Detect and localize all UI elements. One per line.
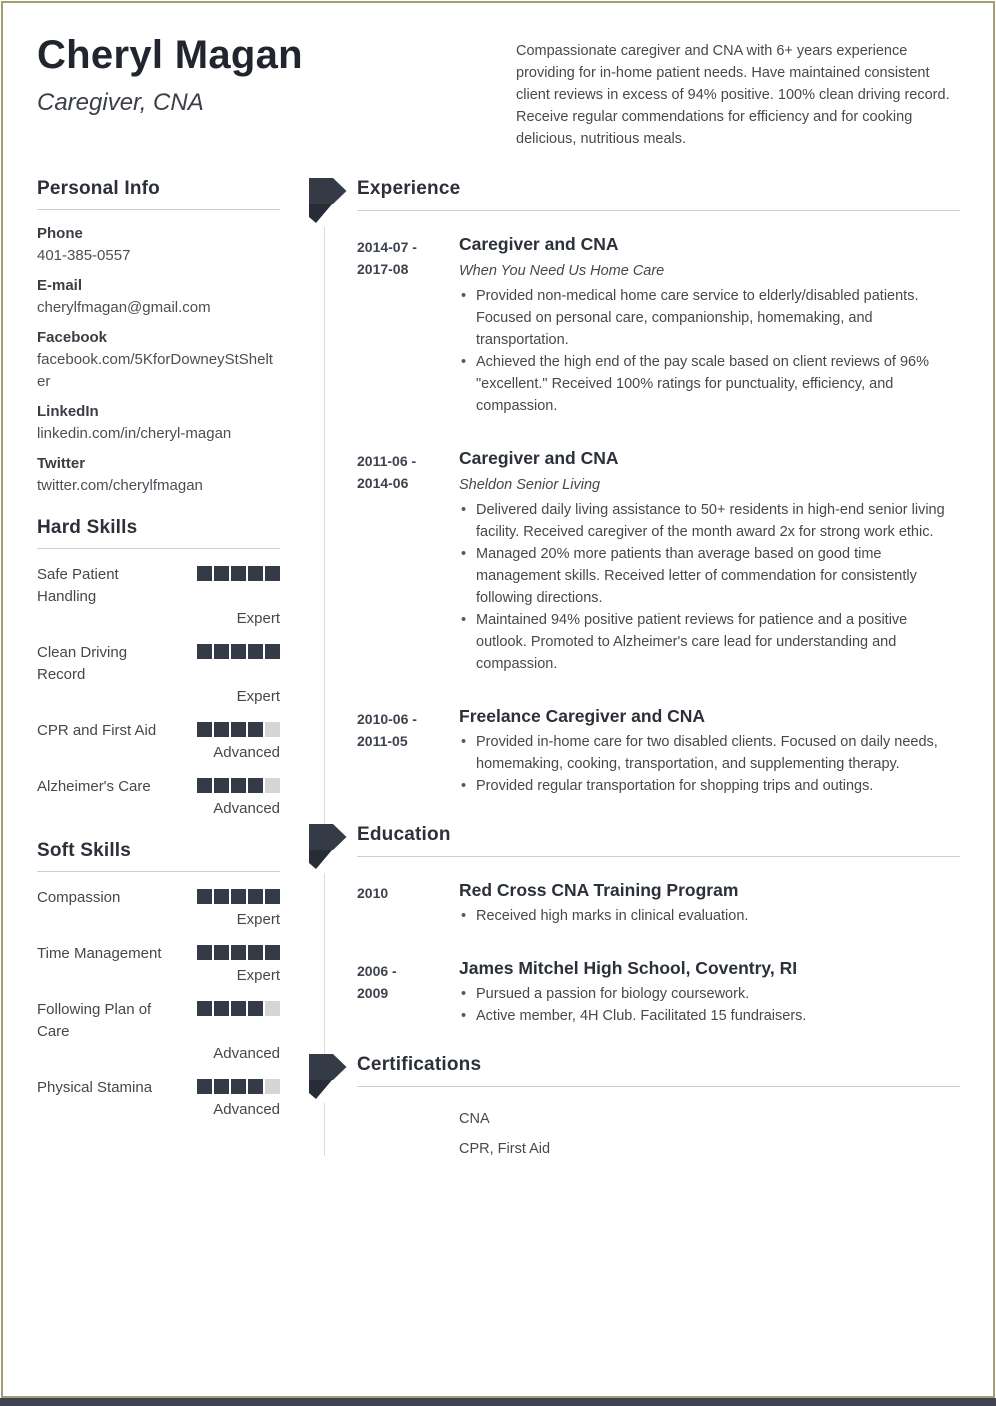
entry-dates	[357, 446, 459, 675]
entry-bullets	[459, 285, 960, 417]
rating-square	[248, 722, 263, 737]
education-section	[309, 823, 960, 1027]
date-to: 2014-06	[357, 475, 409, 491]
skill-name: Alzheimer's Care	[37, 778, 151, 795]
skill-name: Following Plan of Care	[37, 1001, 152, 1040]
rating-square	[197, 644, 212, 659]
email-value: cherylfmagan@gmail.com	[37, 299, 211, 316]
contact-item-email	[37, 275, 280, 319]
certifications-title: Certifications	[357, 1054, 482, 1075]
skill-item	[37, 774, 280, 820]
bullet-item: • Provided regular transportation for shopping trips and outings.	[459, 775, 960, 797]
certification-item: CPR, First Aid	[459, 1141, 551, 1157]
entry-title: Caregiver and CNA	[459, 448, 619, 468]
skill-rating-bar	[197, 941, 280, 960]
skill-level: Advanced	[213, 1045, 280, 1062]
rating-square	[248, 566, 263, 581]
main-column	[309, 177, 960, 1186]
contact-label: LinkedIn	[37, 403, 99, 420]
skill-level: Advanced	[213, 744, 280, 761]
entry-title: Red Cross CNA Training Program	[459, 880, 739, 900]
skill-name: Physical Stamina	[37, 1079, 153, 1096]
bullet-item: • Pursued a passion for biology coursework.	[459, 983, 960, 1005]
certifications-section	[309, 1053, 960, 1160]
skill-name: Time Management	[37, 945, 162, 962]
entry-bullets	[459, 905, 960, 927]
skill-level: Expert	[236, 688, 280, 705]
rating-square	[248, 1001, 263, 1016]
skill-name: Compassion	[37, 889, 121, 906]
rating-square	[197, 1001, 212, 1016]
skill-item	[37, 997, 280, 1065]
date-from: 2014-07 -	[357, 239, 417, 255]
bullet-item: • Provided in-home care for two disabled clients. Focused on daily needs, homemaking, cooking, transportation, and supplementing therapy.	[459, 731, 960, 775]
contact-item-twitter	[37, 453, 280, 497]
section-arrow-icon	[309, 823, 347, 869]
rating-square	[214, 1001, 229, 1016]
rating-square	[197, 1079, 212, 1094]
rating-square	[248, 778, 263, 793]
sidebar	[37, 177, 280, 1186]
bullet-item: • Managed 20% more patients than average based on good time management skills. Received letter of commendation for consistently following directions.	[459, 543, 960, 609]
contact-label: Twitter	[37, 455, 86, 472]
rating-square	[214, 644, 229, 659]
rating-square	[231, 1079, 246, 1094]
hard-skills-section	[37, 516, 280, 820]
entry-company: When You Need Us Home Care	[459, 263, 665, 279]
personal-info-title: Personal Info	[37, 178, 160, 199]
rating-square	[248, 945, 263, 960]
person-job-title: Caregiver, CNA	[37, 89, 204, 116]
skill-level: Advanced	[213, 1101, 280, 1118]
contact-label: E-mail	[37, 277, 83, 294]
entry-bullets	[459, 499, 960, 675]
soft-skills-title: Soft Skills	[37, 840, 132, 861]
rating-square	[214, 945, 229, 960]
rating-square	[197, 566, 212, 581]
person-name: Cheryl Magan	[37, 33, 303, 77]
rating-square	[231, 1001, 246, 1016]
rating-square	[265, 1001, 280, 1016]
rating-square	[248, 889, 263, 904]
section-arrow-icon	[309, 177, 347, 223]
rating-square	[265, 1079, 280, 1094]
date-from: 2010-06 -	[357, 711, 417, 727]
entry-bullets	[459, 983, 960, 1027]
rating-square	[265, 566, 280, 581]
skill-level: Expert	[236, 911, 280, 928]
education-entry	[357, 878, 960, 927]
hard-skills-title: Hard Skills	[37, 517, 138, 538]
skill-level: Expert	[236, 610, 280, 627]
experience-title: Experience	[357, 178, 461, 199]
rating-square	[197, 945, 212, 960]
entry-dates	[357, 704, 459, 797]
rating-square	[214, 722, 229, 737]
rating-square	[265, 945, 280, 960]
soft-skills-section	[37, 839, 280, 1121]
bullet-item: • Achieved the high end of the pay scale based on client reviews of 96% "excellent." Received 100% ratings for punctuality, efficiency, and compassion.	[459, 351, 960, 417]
contact-label: Phone	[37, 225, 83, 242]
experience-section	[309, 177, 960, 797]
bullet-item: • Maintained 94% positive patient reviews for patience and a positive outlook. Promoted to Alzheimer's care lead for understanding and compassion.	[459, 609, 960, 675]
rating-square	[231, 778, 246, 793]
rating-square	[197, 778, 212, 793]
rating-square	[248, 644, 263, 659]
experience-entry	[357, 232, 960, 417]
rating-square	[265, 644, 280, 659]
entry-dates	[357, 878, 459, 927]
identity-block	[37, 33, 467, 150]
skill-item	[37, 941, 280, 987]
skill-name: Safe Patient Handling	[37, 566, 119, 605]
skill-level: Advanced	[213, 800, 280, 817]
rating-square	[265, 722, 280, 737]
profile-summary: Compassionate caregiver and CNA with 6+ years experience providing for in-home patient needs. Have maintained consistent client reviews in excess of 94% positive. 100% clean driving record. Receive regular commendations for efficiency and for cooking delicious, nutritious meals.	[516, 43, 950, 147]
skill-item	[37, 718, 280, 764]
education-entry	[357, 956, 960, 1027]
rating-square	[265, 889, 280, 904]
bullet-item: • Delivered daily living assistance to 50+ residents in high-end senior living facility. Received caregiver of the month award 2x for strong work ethic.	[459, 499, 960, 543]
entry-title: Caregiver and CNA	[459, 234, 619, 254]
rating-square	[231, 644, 246, 659]
skill-rating-bar	[197, 774, 280, 793]
rating-square	[231, 722, 246, 737]
skill-item	[37, 885, 280, 931]
resume-page	[1, 1, 995, 1398]
skill-rating-bar	[197, 640, 280, 659]
section-divider	[37, 871, 280, 872]
section-divider	[37, 548, 280, 549]
skill-level: Expert	[236, 967, 280, 984]
skill-rating-bar	[197, 997, 280, 1016]
contact-label: Facebook	[37, 329, 108, 346]
contact-item-phone	[37, 223, 280, 267]
contact-item-facebook	[37, 327, 280, 393]
rating-square	[197, 889, 212, 904]
section-divider	[357, 1086, 960, 1087]
skill-item	[37, 640, 280, 708]
date-from: 2006 -	[357, 963, 397, 979]
rating-square	[265, 778, 280, 793]
rating-square	[214, 1079, 229, 1094]
content-columns	[37, 177, 960, 1186]
entry-dates	[357, 956, 459, 1027]
skill-name: Clean Driving Record	[37, 644, 128, 683]
rating-square	[231, 889, 246, 904]
personal-info-section	[37, 177, 280, 497]
rating-square	[231, 566, 246, 581]
rating-square	[231, 945, 246, 960]
timeline-line	[324, 1103, 325, 1156]
rating-square	[214, 566, 229, 581]
skill-item	[37, 562, 280, 630]
section-arrow-icon	[309, 1053, 347, 1099]
entry-title: Freelance Caregiver and CNA	[459, 706, 706, 726]
contact-item-linkedin	[37, 401, 280, 445]
certification-item: CNA	[459, 1111, 490, 1127]
rating-square	[214, 889, 229, 904]
date-to: 2017-08	[357, 261, 409, 277]
skill-rating-bar	[197, 885, 280, 904]
date-to: 2009	[357, 985, 389, 1001]
header	[37, 33, 960, 150]
section-divider	[357, 856, 960, 857]
page-bottom-bar	[0, 1398, 996, 1406]
bullet-item: • Received high marks in clinical evaluation.	[459, 905, 960, 927]
timeline-line	[324, 227, 325, 825]
skill-name: CPR and First Aid	[37, 722, 157, 739]
phone-value: 401-385-0557	[37, 247, 131, 264]
section-divider	[357, 210, 960, 211]
rating-square	[197, 722, 212, 737]
bullet-item: • Active member, 4H Club. Facilitated 15 fundraisers.	[459, 1005, 960, 1027]
date-to: 2011-05	[357, 733, 408, 749]
date-from: 2010	[357, 885, 389, 901]
timeline-line	[324, 873, 325, 1055]
education-title: Education	[357, 824, 451, 845]
twitter-value: twitter.com/cherylfmagan	[37, 477, 203, 494]
experience-entry	[357, 704, 960, 797]
rating-square	[248, 1079, 263, 1094]
section-divider	[37, 209, 280, 210]
entry-bullets	[459, 731, 960, 797]
experience-entry	[357, 446, 960, 675]
facebook-value: facebook.com/5KforDowneyStShelter	[37, 351, 273, 390]
skill-rating-bar	[197, 562, 280, 581]
skill-rating-bar	[197, 1075, 280, 1094]
rating-square	[214, 778, 229, 793]
entry-title: James Mitchel High School, Coventry, RI	[459, 958, 798, 978]
entry-dates	[357, 232, 459, 417]
linkedin-value: linkedin.com/in/cheryl-magan	[37, 425, 232, 442]
date-from: 2011-06 -	[357, 453, 417, 469]
skill-item	[37, 1075, 280, 1121]
skill-rating-bar	[197, 718, 280, 737]
bullet-item: • Provided non-medical home care service to elderly/disabled patients. Focused on personal care, companionship, homemaking, and transportation.	[459, 285, 960, 351]
entry-company: Sheldon Senior Living	[459, 477, 601, 493]
